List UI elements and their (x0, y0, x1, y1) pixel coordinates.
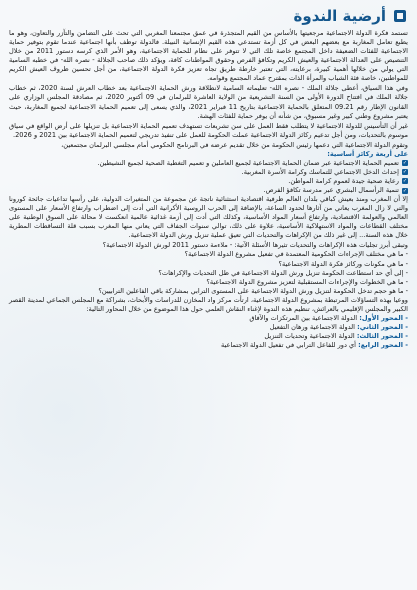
axis-item: - المحور الرابع: أي دور للفاعل الترابي في تفعيل الدولة الاجتماعية (220, 341, 408, 350)
context-paragraph: وفي هذا السياق، أعطى جلالة الملك - نصره الله- تعليماته السامية لانطلاقة ورش الحماية الاجتماعية بعد خطاب العرش لسنة 2020، ثم خطاب جلالة الملك في افتتاح الدورة الأولى من السنة التشريعية من الولاية العاشرة للبرلمان في 09 أكتوبر 2020، ثم مصادقة المجلس الوزاري على القانون الإطار رقم 09.21 المتعلق بالحماية الاجتماعية بتاريخ 11 فبراير 2021، والذي يسعى إلى تعميم الحماية الاجتماعية لجميع المغاربة، حيث يعتبر مشروع وطني كبير وغير مسبوق، من شأنه أن يوفر حماية للفئات الهشة. (9, 84, 409, 120)
pillars-heading: على أربعة ركائز أساسية: (327, 149, 408, 158)
intro-paragraph: تستمد فكرة الدولة الاجتماعية مرجعيتها بالأساس من القيم المتجذرة في عمق مجتمعنا المغربي التي تحث على التضامن والتآزر والتعاون، وهو ما يطبع تعامل المغاربة مع بعضهم البعض في كل أزمة تستدعي هذه القيم الإنسانية النبيلة. فالدولة توظف بأنها اجتماعية عندما تقوم بتوفير حماية الاجتماعية للفئات الضعيفة داخل المجتمع خاصة تلك التي لا تتوفر على نظام للحماية الاجتماعية، وهو الأمر الذي كرسه دستور 2011 من خلال التنصيص على العدالة الاجتماعية والعيش الكريم وتكافؤ الفرص وحقوق المواطنات كافة، ويؤكد ذلك صاحب الجلالة - نصره الله- في خطبه السامية التي يولي من خلالها أهمية كبيرة، برعايته، التي تعتبر خارطة طريق تجاه تعزيز فكرة الدولة الاجتماعية، من أجل تحسين ظروف العيش الكريم للمواطنين، خاصة فئة الشباب والمرأة الذات بمقترح عماد المجتمع وقوامه. (9, 29, 408, 83)
question-item: - ما هو حجم تدخل الحكومة لتنزيل ورش الدولة الاجتماعية على المستوى الترابي بمشاركة باقي الفاعلين الترابيين؟ (98, 286, 408, 295)
question-item: - ما هي مكونات وركائز فكرة الدولة الاجتماعية؟ (278, 259, 408, 268)
list-item: ✓ رعاية صحية جيدة لعموم كرامة المواطن. (288, 176, 408, 185)
axis-item: - المحور الثالث: الدولة الاجتماعية وتحديات التنزيل (264, 332, 408, 341)
questions-list (9, 250, 408, 295)
question-item: - ما هي مختلف الإجراءات الحكومية المعتمدة في تفعيل مشروع الدولة الاجتماعية؟ (184, 250, 408, 259)
axis-item: - المحور الثاني: الدولة الاجتماعية ورهان التفعيل (269, 323, 408, 332)
question-item: - ما هي الخطوات والإجراءات المستقبلية لتعزيز مشروع الدولة الاجتماعية؟ (206, 277, 408, 286)
questions-intro: وتبقى أبرز تجليات هذه الإكراهات والتحديات تثيرها الأسئلة الآتية: - ملاءمة دستور 2011 لورش الدولة الاجتماعية؟ (102, 241, 408, 250)
list-item: ✓ تعميم الحماية الاجتماعية عبر ضمان الحماية الاجتماعية لجميع العاملين و تعميم التغطية الصحية لجميع النشيطين. (97, 158, 408, 167)
list-item: ✓ إحداث الدخل الاجتماعي للتماسك وكرامة الأسرة المغربية. (241, 167, 408, 176)
check-icon: ✓ (402, 178, 408, 185)
constraints-paragraph: إلا أن المغرب ومنذ بعيش كباقي بلدان العالم ظرفية اقتصادية استثنائية ناتجة عن مجموعة من المتغيرات الدولية، على رأسها تداعيات جائحة كورونا والتي لا زال المغرب يعاني من آثارها لحدود الساعة، بالإضافة إلى الحرب الروسية الأكرانية التي أدت إلى اضطراب وارتفاع الأسعار على المستوى العالمي والعولمة الاقتصادية، وارتفاع أسعار المواد الأساسية، وكذلك التي أدت إلى أزمة غذائية عالمية انعكست لا محالة على السوق الوطنية على مختلف القطاعات والمواد الاستهلاكية الأساسية، علاوة على ذلك، توالي سنوات الجفاف التي يعاني منها المغرب بسبب قلة التساقطات المطرية خلال هذه السنة... إلى غير ذلك من الإكراهات والتحديات التي تعيق عملية تنزيل ورش الدولة الاجتماعية. (9, 195, 408, 240)
page-title: أرضية الندوة (293, 7, 386, 25)
government-paragraph: وتقوم الدولة الاجتماعية التي دعمها رئيس الحكومة من خلال تقديم عرضه في البرنامج الحكومي أمام مجلسي البرلمان مجتمعين، (61, 140, 408, 149)
check-icon: ✓ (402, 187, 408, 194)
ornament-icon (392, 8, 408, 24)
challenge-paragraph: غير أن التأسيس للدولة الاجتماعية لا يتطلب فقط العمل على سن تشريعات تستهدف تعميم الحماية الاجتماعية بل تنزيلها على أرض الواقع في سياق موسوم بالتحديات، ومن أجل تدعيم ركائز الدولة الاجتماعية عملت الحكومة للعمل على تنفيذ تدريجي لتعميم الحماية الاجتماعية بين 2021 و 2026. (9, 121, 408, 139)
title-row (9, 6, 408, 26)
axes-list (9, 314, 408, 350)
check-icon: ✓ (402, 169, 408, 176)
organizers-paragraph: ووعيا بهذه التساؤلات المرتبطة بمشروع الدولة الاجتماعية، ارتأت مركز واد المخازن للدراسات والأبحاث، بشراكة مع المجلس الجماعي لمدينة القصر الكبير والمجلس الإقليمي بالعرائش، تنظيم هذه الندوة لإغناء النقاش العلمي حول هذا الموضوع من خلال المحاور التالية: (9, 295, 408, 313)
pillars-list (9, 159, 408, 195)
list-item: ✓ تنمية الرأسمال البشري عبر مدرسة تكافؤ الفرص. (263, 185, 408, 194)
question-item: - إلى أي حد استطاعت الحكومة تنزيل ورش الدولة الاجتماعية في ظل التحديات والإكراهات؟ (158, 268, 408, 277)
axis-item: - المحور الأول: الدولة الاجتماعية بين المرتكزات والآفاق (249, 314, 408, 323)
check-icon: ✓ (402, 160, 408, 167)
